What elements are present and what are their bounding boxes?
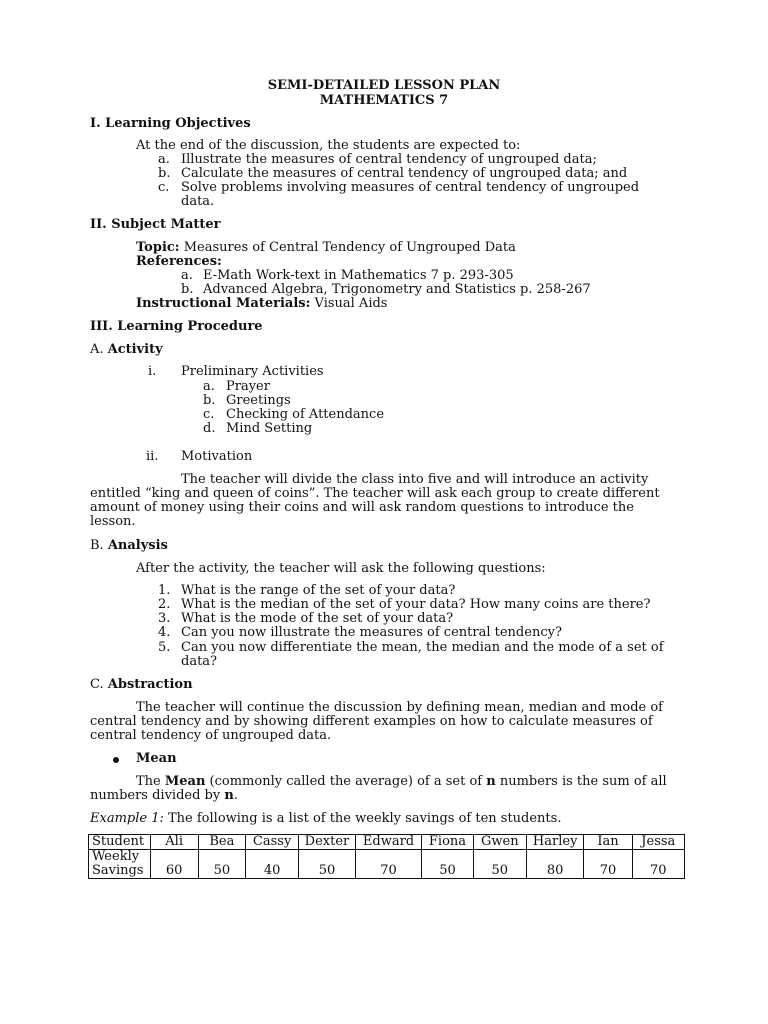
table-cell: 50	[422, 850, 473, 879]
objective-marker: b.	[158, 166, 171, 181]
activity-prefix: A.	[90, 342, 104, 357]
bullet-icon	[113, 757, 119, 763]
prelim-item: Greetings	[226, 393, 291, 408]
procedure-heading: III. Learning Procedure	[90, 319, 263, 334]
table-row	[89, 835, 685, 850]
topic-label: Topic:	[136, 240, 180, 255]
question-marker: 1.	[158, 583, 171, 598]
objectives-intro: At the end of the discussion, the students are expected to:	[136, 138, 521, 153]
reference-item: E-Math Work-text in Mathematics 7 p. 293-305	[203, 268, 514, 283]
table-cell: 70	[584, 850, 632, 879]
reference-item: Advanced Algebra, Trigonometry and Statistics p. 258-267	[203, 282, 591, 297]
activity-heading	[90, 343, 163, 357]
analysis-prefix: B.	[90, 538, 104, 553]
table-cell: Ali	[150, 835, 198, 850]
mean-heading: Mean	[136, 751, 177, 766]
abstraction-text: central tendency of ungrouped data.	[90, 728, 332, 743]
table-row	[89, 850, 685, 879]
savings-table	[88, 834, 685, 879]
mean-definition-line	[136, 775, 667, 789]
table-header-cell: Student	[89, 835, 151, 850]
analysis-intro: After the activity, the teacher will ask the following questions:	[136, 561, 546, 576]
objective-item-continuation: data.	[181, 194, 215, 209]
prelim-marker: c.	[203, 407, 215, 422]
table-cell: Cassy	[245, 835, 298, 850]
table-cell: Harley	[526, 835, 583, 850]
question-item: Can you now illustrate the measures of central tendency?	[181, 625, 562, 640]
prelim-item: Checking of Attendance	[226, 407, 385, 422]
question-item: What is the mode of the set of your data?	[181, 611, 454, 626]
materials-value: Visual Aids	[314, 296, 388, 311]
mean-n: n	[224, 788, 234, 803]
document-title: SEMI-DETAILED LESSON PLAN	[267, 78, 501, 93]
references-label: References:	[136, 254, 222, 269]
mean-term: Mean	[164, 774, 206, 789]
document-subtitle: MATHEMATICS 7	[319, 93, 449, 108]
mean-text: (commonly called the average) of a set of	[205, 774, 487, 789]
table-header-cell	[89, 850, 151, 879]
analysis-label: Analysis	[107, 538, 168, 553]
table-cell: Jessa	[632, 835, 684, 850]
table-cell: Dexter	[299, 835, 355, 850]
abstraction-text: The teacher will continue the discussion by defining mean, median and mode of	[136, 700, 663, 715]
prelim-marker: d.	[203, 421, 216, 436]
table-cell: 40	[245, 850, 298, 879]
question-marker: 3.	[158, 611, 171, 626]
abstraction-text: central tendency and by showing different examples on how to calculate measures of	[90, 714, 653, 729]
topic-value: Measures of Central Tendency of Ungrouped Data	[183, 240, 516, 255]
question-item: What is the median of the set of your data? How many coins are there?	[181, 597, 651, 612]
table-cell: 70	[632, 850, 684, 879]
mean-n: n	[486, 774, 496, 789]
objective-marker: a.	[158, 152, 170, 167]
objectives-heading: I. Learning Objectives	[90, 116, 251, 131]
prelim-marker: i.	[148, 364, 157, 379]
example-label: Example 1:	[90, 811, 164, 826]
mean-text: numbers is the sum of all	[495, 774, 667, 789]
motivation-text: lesson.	[90, 514, 136, 529]
mean-text: The	[136, 774, 165, 789]
table-cell: Bea	[198, 835, 245, 850]
table-cell: Edward	[355, 835, 422, 850]
table-cell: 70	[355, 850, 422, 879]
table-cell: Gwen	[473, 835, 526, 850]
abstraction-prefix: C.	[90, 677, 104, 692]
question-marker: 2.	[158, 597, 171, 612]
table-cell: Ian	[584, 835, 632, 850]
topic-line	[136, 241, 516, 255]
subject-heading: II. Subject Matter	[90, 217, 221, 232]
prelim-item: Mind Setting	[226, 421, 313, 436]
reference-marker: a.	[181, 268, 193, 283]
reference-marker: b.	[181, 282, 194, 297]
table-label-line: Weekly	[92, 849, 140, 864]
question-item: Can you now differentiate the mean, the median and the mode of a set of	[181, 640, 664, 655]
analysis-heading	[90, 539, 168, 553]
table-cell: 60	[150, 850, 198, 879]
objective-marker: c.	[158, 180, 170, 195]
table-cell: 50	[473, 850, 526, 879]
example-text: The following is a list of the weekly savings of ten students.	[163, 811, 562, 826]
motivation-text: entitled “king and queen of coins”. The teacher will ask each group to create different	[90, 486, 660, 501]
prelim-marker: b.	[203, 393, 216, 408]
question-marker: 4.	[158, 625, 171, 640]
activity-label: Activity	[107, 342, 163, 357]
objective-item: Solve problems involving measures of central tendency of ungrouped	[181, 180, 640, 195]
materials-line	[136, 297, 387, 311]
motivation-label: Motivation	[181, 449, 253, 464]
table-cell: 50	[198, 850, 245, 879]
motivation-marker: ii.	[146, 449, 159, 464]
mean-definition-line	[90, 789, 238, 803]
prelim-item: Prayer	[226, 379, 270, 394]
table-cell: Fiona	[422, 835, 473, 850]
table-label-line: Savings	[92, 863, 144, 878]
objective-item: Illustrate the measures of central tendency of ungrouped data;	[181, 152, 597, 167]
objective-item: Calculate the measures of central tendency of ungrouped data; and	[181, 166, 628, 181]
mean-text: numbers divided by	[90, 788, 225, 803]
motivation-text: The teacher will divide the class into five and will introduce an activity	[181, 472, 649, 487]
example-line	[90, 812, 561, 826]
mean-text: .	[233, 788, 238, 803]
question-marker: 5.	[158, 640, 171, 655]
prelim-marker: a.	[203, 379, 215, 394]
abstraction-label: Abstraction	[107, 677, 193, 692]
question-item: What is the range of the set of your data?	[181, 583, 456, 598]
motivation-text: amount of money using their coins and will ask random questions to introduce the	[90, 500, 634, 515]
prelim-label: Preliminary Activities	[181, 364, 324, 379]
question-continuation: data?	[181, 654, 218, 669]
table-cell: 50	[299, 850, 355, 879]
abstraction-heading	[90, 678, 193, 692]
materials-label: Instructional Materials:	[136, 296, 311, 311]
table-cell: 80	[526, 850, 583, 879]
